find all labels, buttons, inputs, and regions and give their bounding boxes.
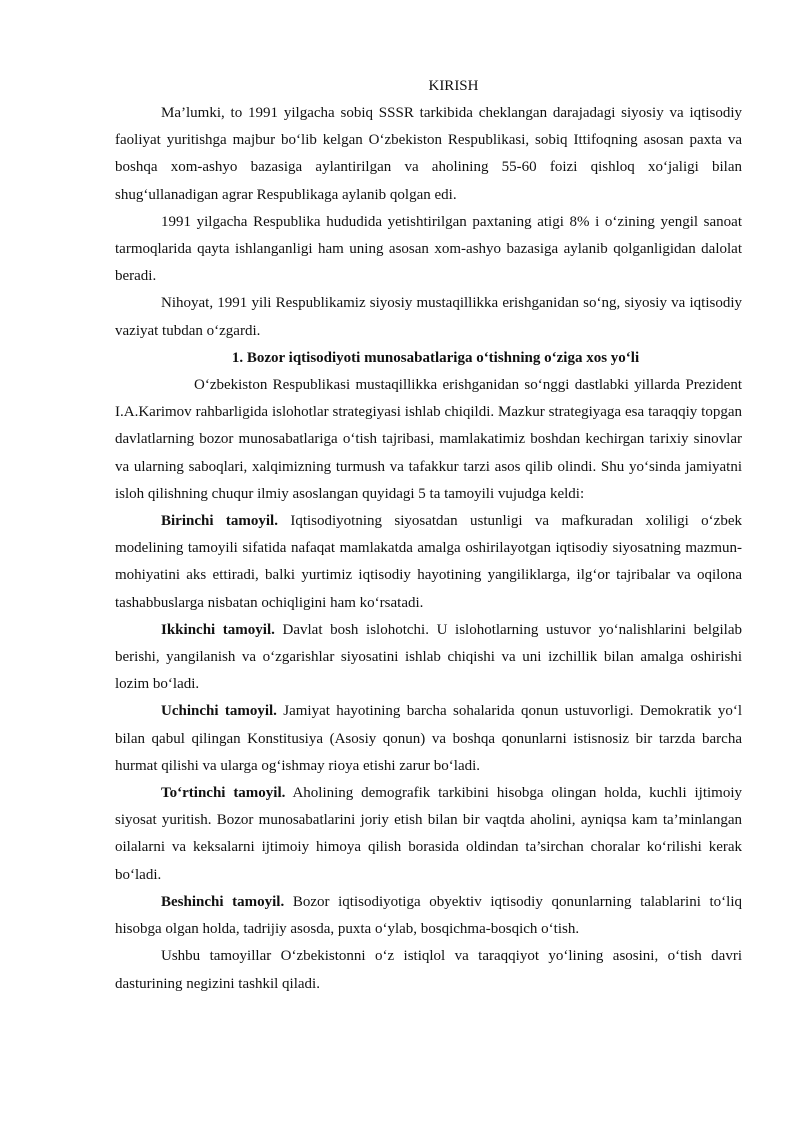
principle-text-1: Iqtisodiyotning siyosatdan ustunligi va mafkuradan xoliligi o‘zbek modelining tamoyili sifatida nafaqat mamlakatda amalga oshirilayotgan iqtisodiy siyosatning mazmun-mohiyatini aks ettiradi, balki yurtimiz iqtisodiy hayotining yangiliklarga, ilg‘or tajribalar va oqilona tashabbuslarga nisbatan ochiqligini ham ko‘rsatadi. <box>115 513 742 611</box>
principle-term-1: Birinchi tamoyil. <box>161 513 278 530</box>
section-intro-paragraph: O‘zbekiston Respublikasi mustaqillikka erishganidan so‘nggi dastlabki yillarda Prezident I.A.Karimov rahbarligida islohotlar strategiyasi ishlab chiqildi. Mazkur strategiyaga esa taraqqiy topgan davlatlarning bozor munosabatlariga o‘tish tajribasi, mamlakatimiz boshdan kechirgan tarixiy sinovlar va ularning saboqlari, xalqimizning turmush va tafakkur tarzi asos qilib olindi. Shu yo‘sinda jamiyatni isloh qilishning chuqur ilmiy asoslangan quyidagi 5 ta tamoyili vujudga keldi: <box>115 377 742 502</box>
principle-term-2: Ikkinchi tamoyil. <box>161 621 275 638</box>
principle-text-5: Bozor iqtisodiyotiga obyektiv iqtisodiy qonunlarning talablarini to‘liq hisobga olgan holda, tadrijiy asosda, puxta o‘ylab, bosqichma-bosqich o‘tish. <box>115 893 742 938</box>
principle-paragraph-2 <box>115 617 742 699</box>
principle-text-2: Davlat bosh islohotchi. U islohotlarning ustuvor yo‘nalishlarini belgilab berishi, yangilanish va o‘zgarishlar siyosatini ishlab chiqishi va uni izchillik bilan amalga oshirishi lozim bo‘ladi. <box>115 621 742 693</box>
document-page <box>115 73 742 998</box>
principle-paragraph-4 <box>115 780 742 889</box>
principle-paragraph-3 <box>115 698 742 780</box>
principle-text-3: Jamiyat hayotining barcha sohalarida qonun ustuvorligi. Demokratik yo‘l bilan qabul qilingan Konstitusiya (Asosiy qonun) va boshqa qonunlarni istisnosiz bir tarzda barcha hurmat qilishi va ularga og‘ishmay rioya etishi zarur bo‘ladi. <box>115 703 742 774</box>
principle-paragraph-1 <box>115 508 742 617</box>
principle-text-4: Aholining demografik tarkibini hisobga olingan holda, kuchli ijtimoiy siyosat yuritish. Bozor munosabatlarini joriy etish bilan bir vaqtda aholini, ayniqsa kam ta’minlangan oilalarni va keksalarni ijtimoiy himoya qilish borasida oldindan ta’sirchan choralar ko‘rilishi kerak bo‘ladi. <box>115 785 743 883</box>
document-title: KIRISH <box>428 78 479 94</box>
closing-paragraph: Ushbu tamoyillar O‘zbekistonni o‘z istiqlol va taraqqiyot yo‘lining asosini, o‘tish davri dasturining negizini tashkil qiladi. <box>115 948 742 992</box>
intro-paragraph-1: Ma’lumki, to 1991 yilgacha sobiq SSSR tarkibida cheklangan darajadagi siyosiy va iqtisodiy faoliyat yuritishga majbur bo‘lib kelgan O‘zbekiston Respublikasi, sobiq Ittifoqning asosan paxta va boshqa xom-ashyo bazasiga aylantirilgan va aholining 55-60 foizi qishloq xo‘jaligi bilan shug‘ullanadigan agrar Respublikaga aylanib qolgan edi. <box>115 105 742 203</box>
principle-term-3: Uchinchi tamoyil. <box>161 703 277 720</box>
principle-term-5: Beshinchi tamoyil. <box>161 893 285 910</box>
principle-paragraph-5 <box>115 889 742 943</box>
intro-paragraph-2: 1991 yilgacha Respublika hududida yetishtirilgan paxtaning atigi 8% i o‘zining yengil sanoat tarmoqlarida qayta ishlanganligi ham uning asosan xom-ashyo bazasiga aylanib qolganligidan dalolat beradi. <box>115 213 742 285</box>
principle-term-4: To‘rtinchi tamoyil. <box>161 785 286 802</box>
section-heading: 1. Bozor iqtisodiyoti munosabatlariga o‘tishning o‘ziga xos yo‘li <box>231 349 640 366</box>
intro-paragraph-3: Nihoyat, 1991 yili Respublikamiz siyosiy mustaqillikka erishganidan so‘ng, siyosiy va iqtisodiy vaziyat tubdan o‘zgardi. <box>115 295 742 339</box>
